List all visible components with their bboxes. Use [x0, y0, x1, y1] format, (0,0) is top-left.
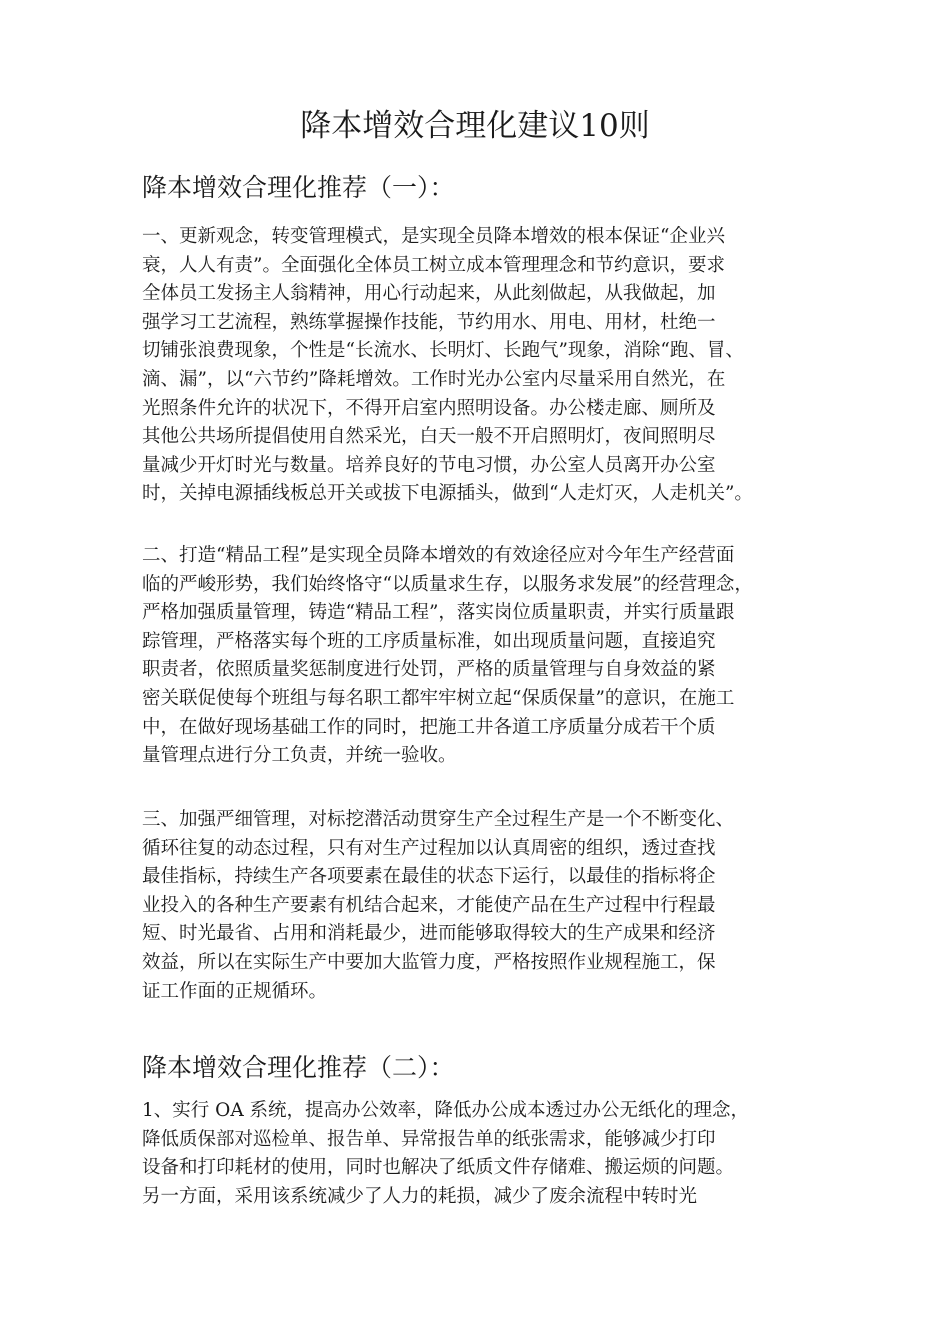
text-line: 踪管理，严格落实每个班的工序质量标准，如出现质量问题，直接追究	[142, 630, 716, 652]
text-line: 时，关掉电源插线板总开关或拔下电源插头，做到“人走灯灭，人走机关”。	[142, 483, 753, 505]
section-heading-1: 降本增效合理化推荐（一）：	[142, 173, 455, 202]
text-line: 一、更新观念，转变管理模式，是实现全员降本增效的根本保证“企业兴	[142, 226, 725, 247]
text-line: 强学习工艺流程，熟练掌握操作技能，节约用水、用电、用材，杜绝一	[142, 311, 716, 333]
text-line: 其他公共场所提倡使用自然采光，白天一般不开启照明灯，夜间照明尽	[142, 426, 716, 448]
text-line: 量减少开灯时光与数量。培养良好的节电习惯，办公室人员离开办公室	[142, 454, 716, 476]
text-line: 切铺张浪费现象，个性是“长流水、长明灯、长跑气”现象，消除“跑、冒、	[142, 340, 744, 362]
text-line: 最佳指标，持续生产各项要素在最佳的状态下运行，以最佳的指标将企	[142, 866, 716, 888]
text-line: 二、打造“精品工程”是实现全员降本增效的有效途径应对今年生产经营面	[142, 545, 735, 566]
text-line: 量管理点进行分工负责，并统一验收。	[142, 745, 457, 767]
text-line: 严格加强质量管理，铸造“精品工程”，落实岗位质量职责，并实行质量跟	[142, 602, 735, 624]
section-heading-2: 降本增效合理化推荐（二）：	[142, 1053, 455, 1082]
text-line: 另一方面，采用该系统减少了人力的耗损，减少了废余流程中转时光	[142, 1185, 698, 1207]
document-title: 降本增效合理化建议10则	[300, 108, 650, 144]
text-line: 滴、漏”，以“六节约”降耗增效。工作时光办公室内尽量采用自然光，在	[142, 368, 726, 390]
text-line: 中，在做好现场基础工作的同时，把施工井各道工序质量分成若干个质	[142, 716, 716, 738]
text-line: 1、实行 OA 系统，提高办公效率，降低办公成本透过办公无纸化的理念，	[142, 1100, 750, 1121]
text-line: 短、时光最省、占用和消耗最少，进而能够取得较大的生产成果和经济	[142, 923, 716, 945]
text-line: 三、加强严细管理，对标挖潜活动贯穿生产全过程生产是一个不断变化、	[142, 809, 735, 830]
paragraph-1	[142, 223, 828, 509]
text-line: 衰，人人有责”。全面强化全体员工树立成本管理理念和节约意识，要求	[142, 254, 725, 276]
paragraph-3	[142, 806, 828, 1006]
text-line: 临的严峻形势，我们始终恪守“以质量求生存，以服务求发展”的经营理念，	[142, 573, 753, 595]
text-line: 效益，所以在实际生产中要加大监管力度，严格按照作业规程施工，保	[142, 951, 716, 973]
text-line: 循环往复的动态过程，只有对生产过程加以认真周密的组织，透过查找	[142, 837, 716, 859]
paragraph-2	[142, 542, 828, 771]
text-line: 职责者，依照质量奖惩制度进行处罚，严格的质量管理与自身效益的紧	[142, 659, 716, 681]
text-line: 密关联促使每个班组与每名职工都牢牢树立起“保质保量”的意识，在施工	[142, 687, 735, 709]
paragraph-4	[142, 1097, 828, 1211]
text-line: 光照条件允许的状况下，不得开启室内照明设备。办公楼走廊、厕所及	[142, 397, 716, 419]
text-line: 业投入的各种生产要素有机结合起来，才能使产品在生产过程中行程最	[142, 894, 716, 916]
text-line: 设备和打印耗材的使用，同时也解决了纸质文件存储难、搬运烦的问题。	[142, 1157, 735, 1179]
text-line: 全体员工发扬主人翁精神，用心行动起来，从此刻做起，从我做起，加	[142, 283, 716, 305]
text-line: 降低质保部对巡检单、报告单、异常报告单的纸张需求，能够减少打印	[142, 1128, 716, 1150]
text-line: 证工作面的正规循环。	[142, 980, 328, 1002]
